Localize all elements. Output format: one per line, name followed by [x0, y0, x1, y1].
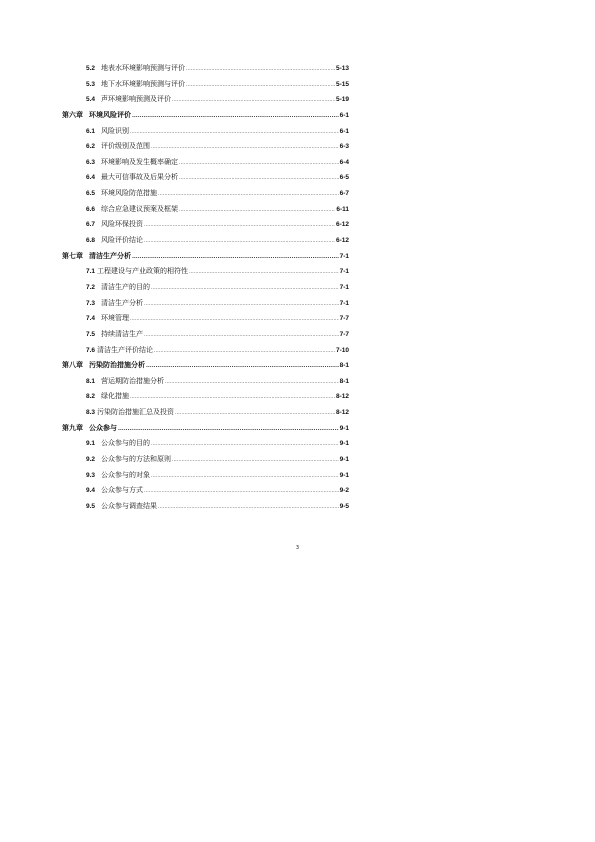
toc-entry-title: 地下水环境影响预测与评价 — [101, 79, 185, 88]
dot-leader — [175, 406, 335, 422]
toc-entry[interactable] — [62, 405, 349, 421]
dot-leader — [186, 78, 335, 94]
toc-entry-number: 9.3 — [85, 471, 95, 479]
toc-entry-number: 7.3 — [85, 299, 95, 307]
toc-entry[interactable] — [62, 264, 349, 280]
dot-leader — [172, 93, 335, 109]
toc-entry-title: 清洁生产分析 — [101, 298, 143, 307]
toc-chapter-title: 污染防治措施分析 — [89, 361, 145, 370]
dot-leader — [130, 312, 339, 328]
toc-entry[interactable] — [62, 77, 349, 93]
dot-leader — [158, 187, 339, 203]
toc-entry[interactable] — [62, 436, 349, 452]
dot-leader — [189, 265, 339, 281]
toc-entry-number: 9.2 — [85, 456, 95, 464]
toc-entry-title: 公众参与方式 — [101, 486, 143, 495]
toc-entry-title: 环境影响及发生概率确定 — [101, 157, 178, 166]
toc-entry-number: 6.5 — [85, 190, 95, 198]
toc-entry-number: 5.3 — [85, 80, 95, 88]
toc-entry[interactable] — [62, 327, 349, 343]
toc-entry-title: 工程建设与产业政策的相符性 — [97, 267, 188, 276]
dot-leader — [144, 234, 335, 250]
dot-leader — [151, 140, 339, 156]
toc-entry-title: 持续清洁生产 — [101, 329, 143, 338]
toc-entry-title: 绿化措施 — [101, 392, 129, 401]
toc-entry-number: 6.3 — [85, 158, 95, 166]
toc-entry-number: 7.1 — [85, 268, 95, 276]
toc-entry-title: 地表水环境影响预测与评价 — [101, 64, 185, 72]
toc-entry-page: 9-1 — [339, 471, 349, 479]
toc-entry-number: 7.5 — [85, 330, 95, 338]
toc-chapter-title: 公众参与 — [89, 423, 117, 432]
toc-entry-title: 清洁生产评价结论 — [97, 345, 153, 354]
toc-entry-title: 公众参与的对象 — [101, 470, 150, 479]
page-number: 3 — [295, 545, 300, 551]
toc-entry-page: 6-1 — [339, 127, 349, 135]
toc-entry-page: 6-4 — [339, 158, 349, 166]
toc-entry-title: 公众参与的方法和原则 — [101, 455, 171, 464]
toc-entry-number: 9.4 — [85, 487, 95, 495]
toc-entry[interactable] — [62, 280, 349, 296]
toc-entry-number: 8.2 — [85, 393, 95, 401]
dot-leader — [151, 281, 339, 297]
dot-leader — [118, 422, 339, 438]
toc-entry[interactable] — [62, 170, 349, 186]
toc-chapter[interactable] — [62, 108, 349, 124]
toc-entry-number: 7.2 — [85, 283, 95, 291]
toc-entry-page: 7-1 — [339, 252, 349, 260]
dot-leader — [144, 328, 339, 344]
toc-entry[interactable] — [62, 296, 349, 312]
toc-chapter[interactable] — [62, 249, 349, 265]
toc-entry-page: 7-10 — [335, 346, 349, 354]
toc-entry-title: 最大可信事故及后果分析 — [101, 173, 178, 182]
toc-entry[interactable] — [62, 468, 349, 484]
toc-entry-page: 5-13 — [335, 65, 349, 72]
toc-entry-title: 评价级别及范围 — [101, 142, 150, 151]
toc-entry-page: 6-12 — [335, 221, 349, 229]
dot-leader — [154, 344, 335, 360]
toc-entry-page: 8-1 — [339, 362, 349, 370]
toc-entry-page: 6-12 — [335, 237, 349, 245]
toc-chapter[interactable] — [62, 421, 349, 437]
toc-entry-title: 声环境影响预测及评价 — [101, 95, 171, 104]
toc-entry-number: 9.5 — [85, 502, 95, 510]
toc-entry[interactable] — [62, 202, 349, 218]
toc-entry-title: 综合应急建议预案及框架 — [101, 204, 178, 213]
toc-entry-number: 6.8 — [85, 237, 95, 245]
toc-entry-page: 6-3 — [339, 143, 349, 151]
toc-entry-page: 6-11 — [336, 205, 349, 213]
table-of-contents — [62, 61, 349, 515]
dot-leader — [151, 469, 339, 485]
toc-chapter-number: 第七章 — [62, 251, 83, 260]
toc-entry-number: 9.1 — [85, 440, 95, 448]
toc-chapter[interactable] — [62, 358, 349, 374]
dot-leader — [179, 203, 335, 219]
dot-leader — [144, 484, 339, 500]
toc-entry-number: 5.2 — [85, 65, 95, 72]
toc-chapter-number: 第九章 — [62, 423, 83, 432]
toc-chapter-title: 环境风险评价 — [89, 110, 131, 119]
toc-entry-number: 6.6 — [85, 205, 95, 213]
toc-entry-number: 7.4 — [85, 315, 95, 323]
dot-leader — [151, 437, 339, 453]
toc-entry-number: 6.7 — [85, 221, 95, 229]
toc-entry-title: 污染防治措施汇总及投资 — [97, 408, 174, 417]
toc-entry-number: 6.2 — [85, 143, 95, 151]
toc-entry-title: 风险评价结论 — [101, 236, 143, 245]
toc-entry-page: 9-1 — [339, 424, 349, 432]
toc-entry-page: 6-1 — [339, 111, 349, 119]
toc-entry-number: 6.1 — [85, 127, 95, 135]
dot-leader — [132, 109, 339, 125]
toc-entry-number: 8.1 — [85, 377, 95, 385]
toc-entry-page: 8-12 — [335, 409, 349, 417]
toc-entry-page: 6-7 — [339, 190, 349, 198]
toc-entry-page: 8-12 — [335, 393, 349, 401]
toc-entry-title: 环境管理 — [101, 314, 129, 323]
toc-entry-page: 7-1 — [339, 268, 349, 276]
toc-entry-page: 7-1 — [339, 283, 349, 291]
toc-chapter-title: 清洁生产分析 — [89, 251, 131, 260]
toc-entry[interactable] — [62, 186, 349, 202]
toc-entry-title: 公众参与调查结果 — [101, 501, 157, 510]
toc-entry[interactable] — [62, 389, 349, 405]
toc-entry[interactable] — [62, 92, 349, 108]
dot-leader — [165, 375, 339, 391]
toc-chapter-number: 第六章 — [62, 110, 83, 119]
toc-entry[interactable] — [62, 217, 349, 233]
toc-entry[interactable] — [62, 155, 349, 171]
toc-entry-title: 风险识别 — [101, 126, 129, 135]
dot-leader — [144, 297, 339, 313]
dot-leader — [132, 250, 339, 266]
toc-entry-page: 6-5 — [339, 174, 349, 182]
toc-entry[interactable] — [62, 124, 349, 140]
toc-entry-page: 7-7 — [339, 330, 349, 338]
toc-entry[interactable] — [62, 233, 349, 249]
toc-entry-page: 7-1 — [339, 299, 349, 307]
dot-leader — [158, 500, 339, 516]
toc-entry-title: 清洁生产的目的 — [101, 282, 150, 291]
toc-entry[interactable] — [62, 452, 349, 468]
toc-entry-page: 9-5 — [339, 502, 349, 510]
toc-entry-number: 7.6 — [85, 346, 95, 354]
toc-entry[interactable] — [62, 374, 349, 390]
toc-entry-page: 9-2 — [339, 487, 349, 495]
dot-leader — [179, 156, 339, 172]
toc-entry-page: 5-19 — [335, 96, 349, 104]
toc-entry-number: 5.4 — [85, 96, 95, 104]
toc-entry[interactable] — [62, 483, 349, 499]
toc-entry[interactable] — [62, 139, 349, 155]
dot-leader — [186, 62, 335, 78]
toc-entry-page: 9-1 — [339, 456, 349, 464]
toc-entry-number: 8.3 — [85, 409, 95, 417]
toc-entry[interactable] — [62, 61, 349, 77]
dot-leader — [172, 453, 339, 469]
dot-leader — [130, 125, 339, 141]
toc-entry-title: 环境风险防范措施 — [101, 189, 157, 198]
toc-entry[interactable] — [62, 311, 349, 327]
toc-entry-page: 8-1 — [339, 377, 349, 385]
dot-leader — [179, 171, 339, 187]
toc-entry-number: 6.4 — [85, 174, 95, 182]
toc-entry[interactable] — [62, 499, 349, 515]
toc-entry-title: 风险环保投资 — [101, 220, 143, 229]
dot-leader — [130, 390, 335, 406]
toc-entry-page: 7-7 — [339, 315, 349, 323]
toc-entry-title: 营运期防治措施分析 — [101, 376, 164, 385]
toc-entry[interactable] — [62, 343, 349, 359]
toc-entry-page: 5-15 — [335, 80, 349, 88]
dot-leader — [146, 359, 339, 375]
toc-chapter-number: 第八章 — [62, 361, 83, 370]
toc-entry-page: 9-1 — [339, 440, 349, 448]
toc-entry-title: 公众参与的目的 — [101, 439, 150, 448]
dot-leader — [144, 218, 335, 234]
